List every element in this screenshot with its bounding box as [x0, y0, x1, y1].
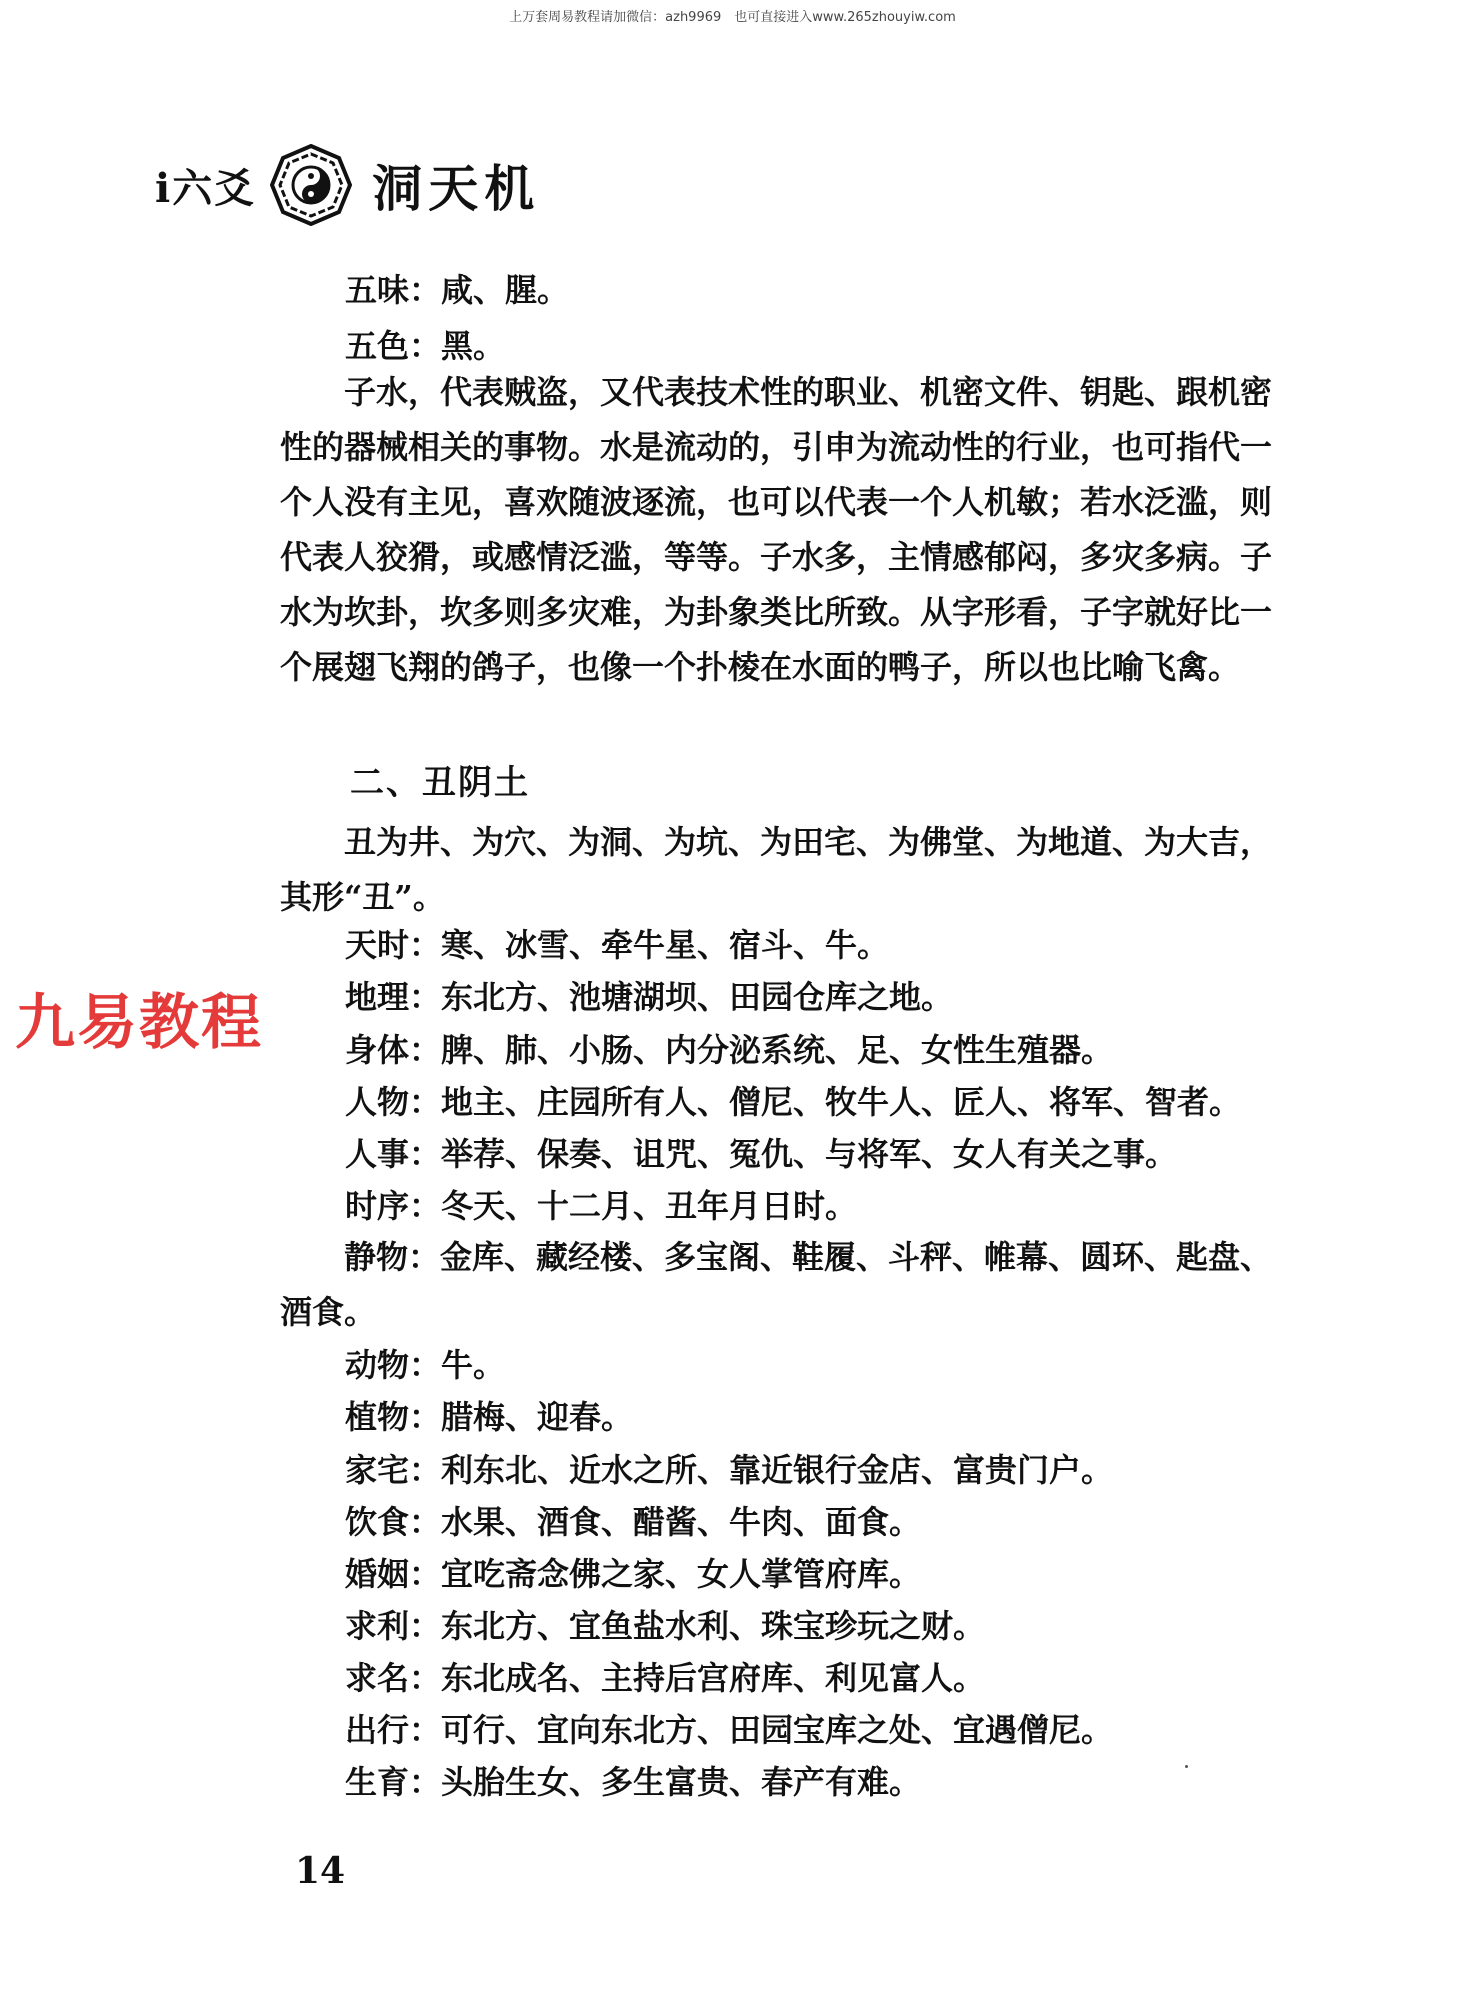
section-title-chou: 二、丑阴土 — [350, 763, 530, 803]
wuwei-line: 五味：咸、腥。 — [345, 271, 570, 309]
item-renshi: 人事：举荐、保奏、诅咒、冤仇、与将军、女人有关之事。 — [345, 1135, 1178, 1173]
zi-water-paragraph: 子水，代表贼盗，又代表技术性的职业、机密文件、钥匙、跟机密性的器械相关的事物。水是流动的，引申为流动性的行业，也可指代一个人没有主见，喜欢随波逐流，也可以代表一个人机敏；若水泛滥，则代表人狡猾，或感情泛滥，等等。子水多，主情感郁闷，多灾多病。子水为坎卦，坎多则多灾难，为卦象类比所致。从字形看，子字就好比一个展翅飞翔的鸽子，也像一个扑棱在水面的鸭子，所以也比喻飞禽。 — [280, 373, 1273, 686]
item-renwu: 人物：地主、庄园所有人、僧尼、牧牛人、匠人、将军、智者。 — [345, 1083, 1242, 1121]
page-number: 14 — [295, 1850, 346, 1892]
item-shixu: 时序：冬天、十二月、丑年月日时。 — [345, 1187, 858, 1225]
top-watermark-note: 上万套周易教程请加微信：azh9969 也可直接进入www.265zhouyiw.com — [509, 10, 956, 25]
item-qiuli: 求利：东北方、宜鱼盐水利、珠宝珍玩之财。 — [345, 1607, 986, 1645]
item-shenti: 身体：脾、肺、小肠、内分泌系统、足、女性生殖器。 — [345, 1031, 1114, 1069]
item-shengyu: 生育：头胎生女、多生富贵、春产有难。 — [345, 1763, 922, 1801]
chou-intro-paragraph: 丑为井、为穴、为洞、为坑、为田宅、为佛堂、为地道、为大吉，其形“丑”。 — [280, 823, 1273, 916]
book-title: 洞天机 — [372, 159, 541, 218]
bagua-yinyang-icon — [270, 144, 352, 226]
item-jiazhai: 家宅：利东北、近水之所、靠近银行金店、富贵门户。 — [345, 1451, 1114, 1489]
item-dili: 地理：东北方、池塘湖坝、田园仓库之地。 — [345, 978, 954, 1016]
item-chuxing: 出行：可行、宜向东北方、田园宝库之处、宜遇僧尼。 — [345, 1711, 1114, 1749]
page-header — [155, 140, 540, 230]
item-tianshi: 天时：寒、冰雪、牵牛星、宿斗、牛。 — [345, 926, 890, 964]
item-yinshi: 饮食：水果、酒食、醋酱、牛肉、面食。 — [345, 1503, 922, 1541]
item-zhiwu: 植物：腊梅、迎春。 — [345, 1398, 634, 1436]
item-dongwu: 动物：牛。 — [345, 1346, 506, 1384]
watermark-logo-text: 九易教程 — [15, 988, 263, 1058]
wuse-line: 五色：黑。 — [345, 327, 506, 365]
item-qiuming: 求名：东北成名、主持后宫府库、利见富人。 — [345, 1659, 986, 1697]
item-hunyin: 婚姻：宜吃斋念佛之家、女人掌管府库。 — [345, 1555, 922, 1593]
scan-speck — [1185, 1765, 1188, 1768]
series-label: i六爻 — [155, 164, 257, 212]
item-jingwu: 静物：金库、藏经楼、多宝阁、鞋履、斗秤、帷幕、圆环、匙盘、酒食。 — [280, 1238, 1273, 1331]
